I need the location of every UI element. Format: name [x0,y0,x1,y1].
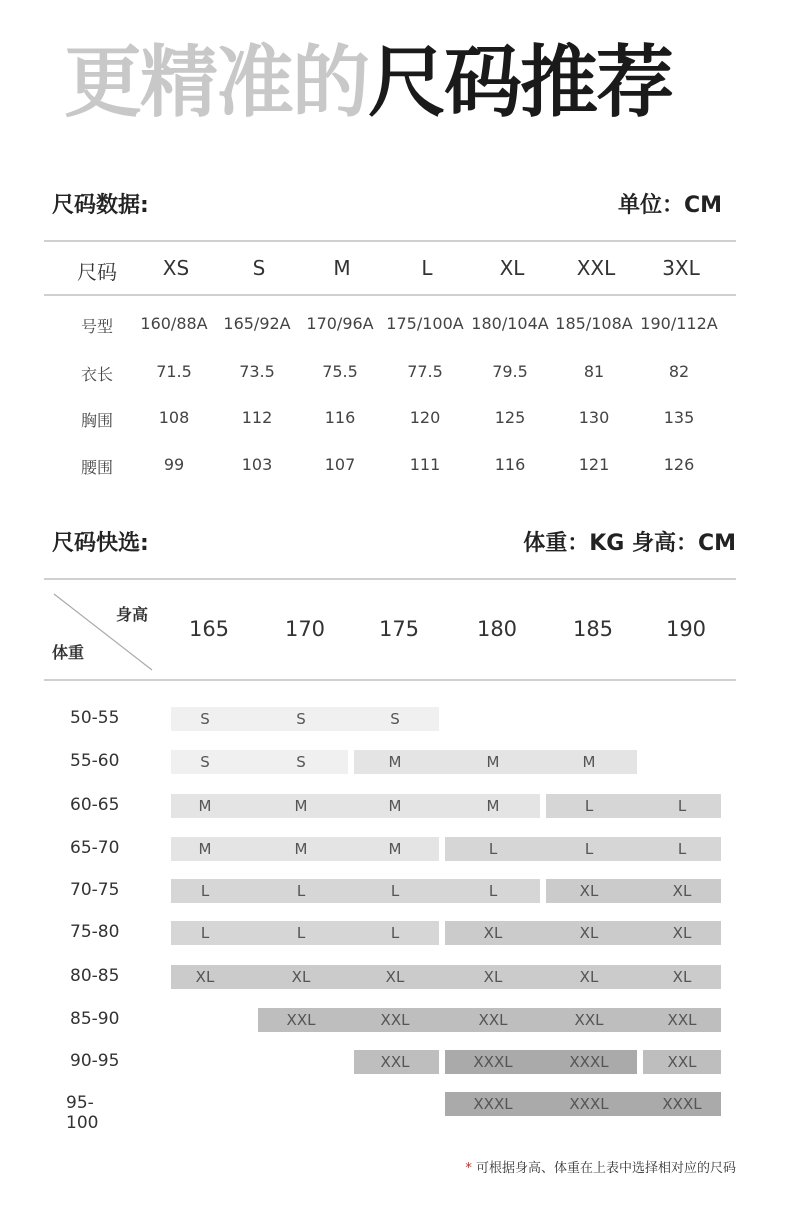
weight-row-label: 90-95 [70,1051,120,1071]
size-recommendation-bar [171,794,540,818]
size-cell: 112 [241,408,273,427]
size-cell: 77.5 [407,362,443,381]
weight-row-label: 55-60 [70,751,120,771]
recommended-size: XL [291,968,311,986]
size-recommendation-bar [445,1050,637,1074]
size-recommendation-bar [171,879,540,903]
corner-height-label: 身高 [116,605,149,624]
size-recommendation-bar [445,921,721,945]
size-data-label: 尺码数据: [52,193,149,218]
recommended-size: XXXL [569,1095,609,1113]
height-header-cell: 180 [476,617,518,641]
recommended-size: XL [579,924,599,942]
size-cell: 126 [663,455,695,474]
size-cell: 120 [409,408,441,427]
size-cell: 111 [409,455,441,474]
recommended-size: XXL [380,1011,410,1029]
divider [44,578,736,580]
recommended-size: XXL [380,1053,410,1071]
recommended-size: M [388,840,402,858]
size-recommendation-bar [643,1050,721,1074]
recommended-size: M [294,840,308,858]
recommended-size: M [582,753,596,771]
size-cell: 81 [583,362,605,381]
recommended-size: XL [195,968,215,986]
recommended-size: L [584,840,594,858]
recommended-size: XXXL [569,1053,609,1071]
recommended-size: L [296,924,306,942]
recommended-size: XXXL [662,1095,702,1113]
size-recommendation-bar [546,879,721,903]
size-header-cell: L [421,256,433,280]
recommended-size: XL [483,968,503,986]
footnote [465,1157,736,1176]
divider [44,240,736,242]
height-header-cell: 165 [188,617,230,641]
recommended-size: L [296,882,306,900]
size-recommendation-bar [171,837,439,861]
size-cell: 107 [324,455,356,474]
recommended-size: S [390,710,400,728]
recommended-size: L [200,882,210,900]
recommended-size: XL [579,882,599,900]
recommended-size: XL [672,968,692,986]
size-header-cell: XL [499,256,525,280]
size-cell: 79.5 [492,362,528,381]
recommended-size: S [200,710,210,728]
footnote-star: * [465,1161,472,1176]
size-header-label: 尺码 [77,260,117,284]
recommended-size: L [677,840,687,858]
size-header-cell: S [252,256,266,280]
quick-select-label: 尺码快选: [52,531,149,556]
size-recommendation-bar [445,1092,721,1116]
recommended-size: XXL [667,1053,697,1071]
size-recommendation-bar [171,750,348,774]
size-header-cell: M [333,256,351,280]
recommended-size: XL [672,924,692,942]
size-cell: 130 [578,408,610,427]
divider [44,294,736,296]
recommended-size: XL [385,968,405,986]
size-recommendation-bar [354,1050,439,1074]
size-cell: 170/96A [306,314,374,333]
size-cell: 125 [494,408,526,427]
size-cell: 121 [578,455,610,474]
recommended-size: M [388,797,402,815]
size-header-cell: XS [162,256,190,280]
weight-row-label: 85-90 [70,1009,120,1029]
size-cell: 99 [163,455,185,474]
weight-row-label: 60-65 [70,795,120,815]
size-cell: 75.5 [322,362,358,381]
size-cell: 103 [241,455,273,474]
recommended-size: XL [579,968,599,986]
quick-select-unit: 体重：KG 身高：CM [523,531,736,556]
size-cell: 135 [663,408,695,427]
size-recommendation-bar [171,707,439,731]
size-cell: 165/92A [223,314,291,333]
size-row-label: 衣长 [80,365,114,384]
size-recommendation-bar [445,837,721,861]
size-recommendation-bar [354,750,637,774]
recommended-size: XXL [478,1011,508,1029]
recommended-size: M [198,840,212,858]
recommended-size: XXXL [473,1095,513,1113]
size-cell: 175/100A [386,314,464,333]
size-recommendation-bar [171,965,721,989]
recommended-size: XL [672,882,692,900]
page-title [64,38,672,128]
recommended-size: L [390,882,400,900]
size-row-label: 胸围 [80,411,114,430]
recommended-size: M [486,797,500,815]
weight-row-label: 80-85 [70,966,120,986]
weight-row-label: 65-70 [70,838,120,858]
size-header-cell: XXL [576,256,616,280]
height-header-cell: 190 [665,617,707,641]
size-cell: 116 [494,455,526,474]
recommended-size: L [677,797,687,815]
recommended-size: S [296,710,306,728]
weight-row-label: 75-80 [70,922,120,942]
title-light: 更精准的 [64,38,369,128]
size-cell: 160/88A [140,314,208,333]
size-header-cell: 3XL [662,256,700,280]
recommended-size: XXXL [473,1053,513,1071]
size-cell: 82 [668,362,690,381]
title-dark: 尺码推荐 [368,38,673,128]
size-cell: 71.5 [156,362,192,381]
recommended-size: L [200,924,210,942]
recommended-size: XL [483,924,503,942]
size-recommendation-bar [171,921,439,945]
height-header-cell: 175 [378,617,420,641]
recommended-size: M [388,753,402,771]
corner-weight-label: 体重 [52,643,85,662]
divider [44,679,736,681]
weight-row-label: 50-55 [70,708,120,728]
recommended-size: S [296,753,306,771]
recommended-size: S [200,753,210,771]
recommended-size: XXL [286,1011,316,1029]
recommended-size: XXL [667,1011,697,1029]
size-row-label: 腰围 [80,458,114,477]
size-cell: 190/112A [640,314,718,333]
size-cell: 116 [324,408,356,427]
recommended-size: M [486,753,500,771]
size-row-label: 号型 [80,317,114,336]
recommended-size: L [390,924,400,942]
weight-row-label: 70-75 [70,880,120,900]
size-cell: 185/108A [555,314,633,333]
recommended-size: L [488,840,498,858]
size-recommendation-bar [258,1008,721,1032]
weight-row-label: 95-100 [66,1093,99,1133]
size-cell: 108 [158,408,190,427]
recommended-size: M [294,797,308,815]
height-header-cell: 185 [572,617,614,641]
recommended-size: M [198,797,212,815]
height-header-cell: 170 [284,617,326,641]
size-cell: 73.5 [239,362,275,381]
footnote-text: 可根据身高、体重在上表中选择相对应的尺码 [475,1161,736,1176]
recommended-size: L [584,797,594,815]
recommended-size: L [488,882,498,900]
size-recommendation-bar [546,794,721,818]
recommended-size: XXL [574,1011,604,1029]
size-cell: 180/104A [471,314,549,333]
size-data-unit: 单位：CM [617,193,722,218]
